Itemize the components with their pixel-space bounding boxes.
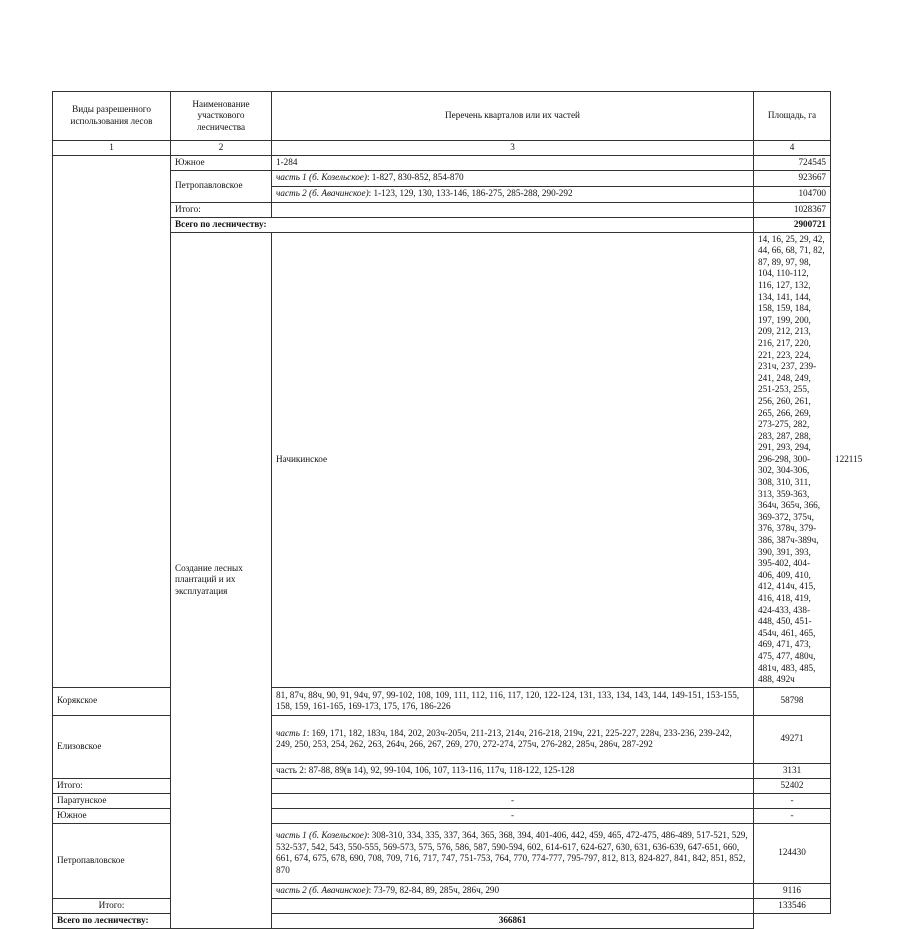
part-quarters: : 1-827, 830-852, 854-870 bbox=[366, 172, 464, 183]
subtotal-row bbox=[53, 898, 831, 913]
total-label: Всего по лесничеству: bbox=[53, 913, 272, 928]
subtotal-label: Итого: bbox=[171, 202, 272, 217]
area-value: 3131 bbox=[754, 763, 831, 778]
forestry-name: Южное bbox=[53, 808, 171, 823]
area-value: 49271 bbox=[754, 715, 831, 763]
part-label: часть 1 (б. Козельское) bbox=[276, 830, 367, 841]
area-value: - bbox=[754, 793, 831, 808]
table-row bbox=[53, 823, 831, 883]
area-value: 104700 bbox=[754, 186, 831, 202]
quarter-list: часть 2: 87-88, 89(в 14), 92, 99-104, 106, 107, 113-116, 117ч, 118-122, 125-128 bbox=[272, 763, 754, 778]
forestry-name: Южное bbox=[171, 155, 272, 170]
quarter-list: - bbox=[272, 808, 754, 823]
total-label: Всего по лесничеству: bbox=[171, 217, 754, 232]
quarter-list bbox=[272, 883, 754, 898]
table-row bbox=[53, 808, 831, 823]
part-quarters: : 1-123, 129, 130, 133-146, 186-275, 285-288, 290-292 bbox=[368, 188, 573, 199]
part-label: часть 1 (б. Козельское) bbox=[276, 172, 367, 183]
col-number-3: 3 bbox=[272, 141, 754, 156]
header-forestry: Наименование участкового лесничества bbox=[171, 92, 272, 141]
forestry-name: Петропавловское bbox=[171, 170, 272, 202]
quarter-list: 81, 87ч, 88ч, 90, 91, 94ч, 97, 99-102, 108, 109, 111, 112, 116, 117, 120, 122-124, 131, 133, 134, 143, 144, 149-151, 153-155, 158, 159, 161-165, 169-173, 175, 176, 186-226 bbox=[272, 687, 754, 715]
forestry-name: Корякское bbox=[53, 687, 171, 715]
subtotal-area: 133546 bbox=[754, 898, 831, 913]
quarter-list: - bbox=[272, 793, 754, 808]
quarter-list bbox=[272, 186, 754, 202]
area-value: 724545 bbox=[754, 155, 831, 170]
part-quarters: : 169, 171, 182, 183ч, 184, 202, 203ч-205ч, 211-213, 214ч, 216-218, 219ч, 221, 225-227, 228ч, 233-236, 239-242, 249, 250, 253, 254, 262, 263, 264ч, 266, 267, 269, 270, 272-274, 275ч, 276-282, 285ч, 286ч, 287-292 bbox=[276, 727, 732, 750]
total-area: 366861 bbox=[272, 913, 754, 928]
quarter-list bbox=[272, 823, 754, 883]
header-area: Площадь, га bbox=[754, 92, 831, 141]
header-quarters: Перечень кварталов или их частей bbox=[272, 92, 754, 141]
quarter-list: 1-284 bbox=[272, 155, 754, 170]
forestry-name: Елизовское bbox=[53, 715, 171, 778]
subtotal-label: Итого: bbox=[53, 778, 171, 793]
part-quarters: : 308-310, 334, 335, 337, 364, 365, 368, 394, 401-406, 442, 459, 465, 472-475, 486-489, 517-521, 529, 532-537, 542, 543, 550-555, 569-573, 575, 576, 586, 587, 590-594, 602, 614-617, 624-627, 630, 631, 636-639, 647-651, 660, 661, 674, 675, 678, 690, 708, 709, 716, 717, 747, 751-753, 764, 770, 774-777, 795-797, 812, 813, 824-827, 841, 842, 851, 852, 870 bbox=[276, 830, 748, 875]
forestry-name: Начикинское bbox=[272, 232, 754, 687]
subtotal-row bbox=[53, 778, 831, 793]
subtotal-area: 1028367 bbox=[754, 202, 831, 217]
header-use-type: Виды разрешенного использования лесов bbox=[53, 92, 171, 141]
empty-cell bbox=[272, 898, 754, 913]
subtotal-label: Итого: bbox=[53, 898, 171, 913]
use-type-cell-empty bbox=[53, 155, 171, 687]
total-row bbox=[53, 913, 831, 928]
area-value: 923667 bbox=[754, 170, 831, 186]
part-label: часть 2 (б. Авачинское) bbox=[276, 188, 369, 199]
forestry-name: Паратунское bbox=[53, 793, 171, 808]
use-type-label: Создание лесных плантаций и их эксплуатация bbox=[171, 232, 272, 928]
part-label: часть 1 bbox=[276, 727, 307, 738]
col-number-4: 4 bbox=[754, 141, 831, 156]
area-value: - bbox=[754, 808, 831, 823]
header-row bbox=[53, 92, 831, 141]
area-value: 58798 bbox=[754, 687, 831, 715]
quarter-list bbox=[272, 715, 754, 763]
area-value: 9116 bbox=[754, 883, 831, 898]
forestry-name: Петропавловское bbox=[53, 823, 171, 898]
total-area: 2900721 bbox=[754, 217, 831, 232]
part-label: часть 2 (б. Авачинское) bbox=[276, 884, 369, 895]
quarter-list bbox=[272, 170, 754, 186]
quarter-list: 14, 16, 25, 29, 42, 44, 66, 68, 71, 82, 87, 89, 97, 98, 104, 110-112, 116, 127, 132, 134, 141, 144, 158, 159, 184, 197, 199, 200, 209, 212, 213, 216, 217, 220, 221, 223, 224, 231ч, 237, 239-241, 248, 249, 251-253, 255, 256, 260, 261, 265, 266, 269, 273-275, 282, 283, 287, 288, 291, 293, 294, 296-298, 300-302, 304-306, 308, 310, 311, 313, 359-363, 364ч, 365ч, 366, 369-372, 375ч, 376, 378ч, 379-386, 387ч-389ч, 390, 391, 393, 395-402, 404-406, 409, 410, 412, 414ч, 415, 416, 418, 419, 424-433, 438-448, 450, 451-454ч, 461, 465, 469, 471, 473, 475, 477, 480ч, 481ч, 483, 485, 488, 492ч bbox=[754, 232, 831, 687]
empty-cell bbox=[272, 778, 754, 793]
table-row bbox=[53, 793, 831, 808]
table-row: Создание лесных плантаций и их эксплуатация Начикинское 14, 16, 25, 29, 42, 44, 66, 68, 71, 82, 87, 89, 97, 98, 104, 110-112, 116, 127, 132, 134, 141, 144, 158, 159, 184, 197, 199, 200, 209, 212, 213, 216, 217, 220, 221, 223, 224, 231ч, 237, 239-241, 248, 249, 251-253, 255, 256, 260, 261, 265, 266, 269, 273-275, 282, 283, 287, 288, 291, 293, 294, 296-298, 300-302, 304-306, 308, 310, 311, 313, 359-363, 364ч, 365ч, 366, 369-372, 375ч, 376, 378ч, 379-386, 387ч-389ч, 390, 391, 393, 395-402, 404-406, 409, 410, 412, 414ч, 415, 416, 418, 419, 424-433, 438-448, 450, 451-454ч, 461, 465, 469, 471, 473, 475, 477, 480ч, 481ч, 483, 485, 488, 492ч 122115 bbox=[53, 232, 831, 687]
subtotal-area: 52402 bbox=[754, 778, 831, 793]
col-number-2: 2 bbox=[171, 141, 272, 156]
forest-use-table bbox=[52, 91, 863, 929]
column-number-row bbox=[53, 141, 831, 156]
empty-cell bbox=[272, 202, 754, 217]
area-value: 124430 bbox=[754, 823, 831, 883]
table-row bbox=[53, 715, 831, 763]
table-row bbox=[53, 155, 831, 170]
table-row bbox=[53, 687, 831, 715]
col-number-1: 1 bbox=[53, 141, 171, 156]
part-quarters: : 73-79, 82-84, 89, 285ч, 286ч, 290 bbox=[368, 884, 500, 895]
